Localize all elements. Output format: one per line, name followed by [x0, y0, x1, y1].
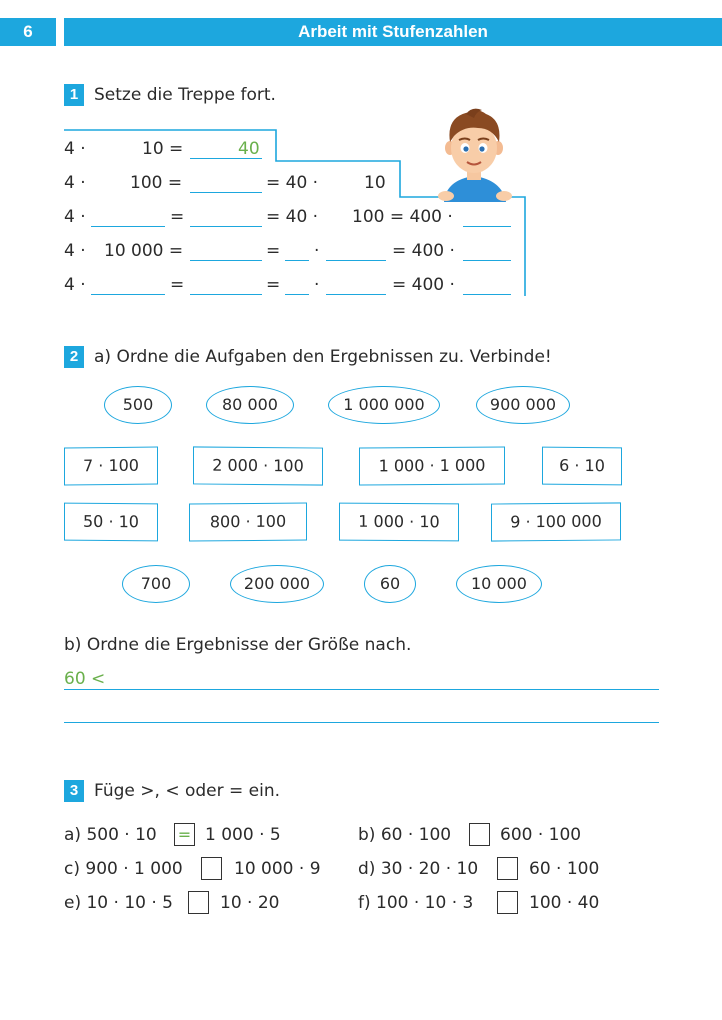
compare-left: a) 500 · 10 [64, 825, 157, 845]
t1-r4-factor: 4 · [64, 241, 86, 261]
task-card[interactable]: 2 000 · 100 [193, 446, 323, 485]
t1-r4-blank-2[interactable] [285, 260, 309, 261]
staircase-outline [0, 0, 722, 320]
t1-r5-eq2: = [266, 275, 281, 295]
t1-r2-factor: 4 · [64, 173, 86, 193]
t1-r1-expr: 10 = [142, 139, 184, 159]
t1-r2-end: 10 [364, 173, 386, 193]
result-oval[interactable]: 200 000 [230, 565, 324, 603]
task-2-answer-start: 60 < [64, 669, 106, 689]
compare-box[interactable] [469, 823, 490, 846]
result-oval[interactable]: 900 000 [476, 386, 570, 424]
compare-box[interactable] [497, 857, 518, 880]
compare-right: 1 000 · 5 [205, 825, 281, 845]
compare-left: d) 30 · 20 · 10 [358, 859, 479, 879]
answer-line-2[interactable] [64, 722, 659, 723]
t1-r3-factor: 4 · [64, 207, 86, 227]
t1-r3-blank-1[interactable] [91, 226, 165, 227]
compare-left: e) 10 · 10 · 5 [64, 893, 173, 913]
compare-left: b) 60 · 100 [358, 825, 452, 845]
t1-r3-blank-2[interactable] [190, 226, 262, 227]
task-card[interactable]: 50 · 10 [64, 503, 158, 542]
t1-r2-mid: = 40 · [266, 173, 319, 193]
compare-left: c) 900 · 1 000 [64, 859, 183, 879]
task-3-number: 3 [64, 780, 84, 802]
t1-r3-blank-3[interactable] [463, 226, 511, 227]
task-card[interactable]: 800 · 100 [189, 502, 307, 541]
compare-right: 60 · 100 [529, 859, 600, 879]
t1-r4-blank-4[interactable] [463, 260, 511, 261]
boy-illustration [426, 106, 522, 202]
page-number: 6 [0, 18, 56, 46]
compare-right: 100 · 40 [529, 893, 600, 913]
page-title: Arbeit mit Stufenzahlen [64, 18, 722, 46]
task-card[interactable]: 7 · 100 [64, 447, 158, 486]
compare-box[interactable]: = [174, 823, 195, 846]
t1-r4-blank-3[interactable] [326, 260, 386, 261]
result-oval[interactable]: 10 000 [456, 565, 542, 603]
t1-r5-blank-1[interactable] [91, 294, 165, 295]
compare-right: 10 · 20 [220, 893, 280, 913]
compare-box[interactable] [188, 891, 209, 914]
t1-r3-eq: = [170, 207, 185, 227]
compare-right: 600 · 100 [500, 825, 582, 845]
result-oval[interactable]: 500 [104, 386, 172, 424]
t1-r4-eq: = [266, 241, 281, 261]
t1-r5-end: = 400 · [392, 275, 455, 295]
result-oval[interactable]: 80 000 [206, 386, 294, 424]
task-card[interactable]: 6 · 10 [542, 447, 622, 486]
task-3-instruction: Füge >, < oder = ein. [94, 781, 281, 801]
t1-r3-end: 100 = 400 · [352, 207, 453, 227]
task-1-number: 1 [64, 84, 84, 106]
t1-r2-expr: 100 = [130, 173, 183, 193]
t1-r1-factor: 4 · [64, 139, 86, 159]
t1-r5-eq: = [170, 275, 185, 295]
t1-r2-blank[interactable] [190, 192, 262, 193]
t1-r3-mid: = 40 · [266, 207, 319, 227]
result-oval[interactable]: 60 [364, 565, 416, 603]
result-oval[interactable]: 700 [122, 565, 190, 603]
answer-line-1[interactable] [64, 689, 659, 690]
task-card[interactable]: 1 000 · 10 [339, 503, 459, 542]
t1-r5-factor: 4 · [64, 275, 86, 295]
task-2-part-b: b) Ordne die Ergebnisse der Größe nach. [64, 635, 412, 655]
t1-r5-blank-2[interactable] [190, 294, 262, 295]
t1-r5-blank-3[interactable] [285, 294, 309, 295]
task-2-number: 2 [64, 346, 84, 368]
t1-r5-dot: · [314, 275, 320, 295]
task-card[interactable]: 1 000 · 1 000 [359, 446, 505, 485]
t1-r4-expr: 10 000 = [104, 241, 184, 261]
task-2-part-a: a) Ordne die Aufgaben den Ergebnissen zu. Verbinde! [94, 347, 552, 367]
compare-left: f) 100 · 10 · 3 [358, 893, 474, 913]
result-oval[interactable]: 1 000 000 [328, 386, 440, 424]
t1-r4-end: = 400 · [392, 241, 455, 261]
t1-r4-blank-1[interactable] [190, 260, 262, 261]
t1-r4-dot: · [314, 241, 320, 261]
task-card[interactable]: 9 · 100 000 [491, 502, 621, 541]
t1-r1-example-answer: 40 [238, 139, 260, 159]
task-1-instruction: Setze die Treppe fort. [94, 85, 276, 105]
compare-box[interactable] [497, 891, 518, 914]
t1-r5-blank-5[interactable] [463, 294, 511, 295]
compare-box[interactable] [201, 857, 222, 880]
compare-right: 10 000 · 9 [234, 859, 321, 879]
t1-r5-blank-4[interactable] [326, 294, 386, 295]
